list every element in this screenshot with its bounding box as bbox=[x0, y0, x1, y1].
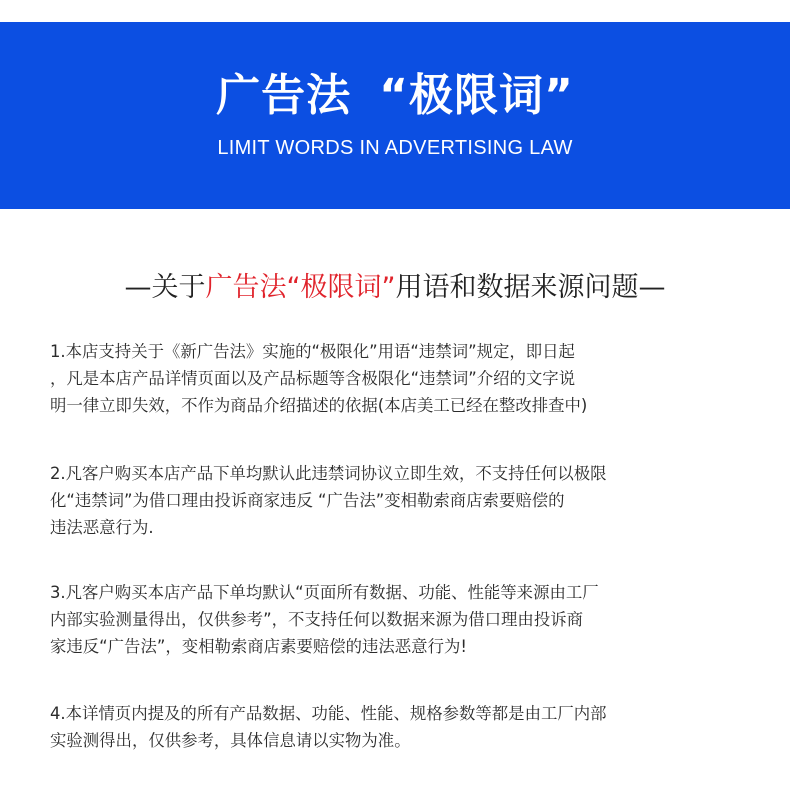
notice-paragraph-1 bbox=[50, 338, 750, 419]
paragraph-line: 内部实验测量得出，仅供参考”，不支持任何以数据来源为借口理由投诉商 bbox=[50, 610, 583, 629]
paragraph-line: 4.本详情页内提及的所有产品数据、功能、性能、规格参数等都是由工厂内部 bbox=[50, 704, 607, 723]
paragraph-line: 实验测得出，仅供参考，具体信息请以实物为准。 bbox=[50, 731, 411, 750]
paragraph-line: 家违反“广告法”，变相勒索商店素要赔偿的违法恶意行为! bbox=[50, 637, 467, 656]
paragraph-line: 3.凡客户购买本店产品下单均默认“页面所有数据、功能、性能等来源由工厂 bbox=[50, 583, 599, 602]
notice-paragraph-4 bbox=[50, 700, 750, 754]
header-banner bbox=[0, 22, 790, 209]
paragraph-line: 2.凡客户购买本店产品下单均默认此违禁词协议立即生效，不支持任何以极限 bbox=[50, 464, 607, 483]
notice-paragraph-2 bbox=[50, 460, 750, 541]
paragraph-line: 违法恶意行为. bbox=[50, 518, 154, 537]
paragraph-line: 化“违禁词”为借口理由投诉商家违反 “广告法”变相勒索商店索要赔偿的 bbox=[50, 491, 565, 510]
heading-prefix: —关于 bbox=[124, 272, 206, 303]
banner-title-right: “极限词” bbox=[379, 70, 574, 121]
heading-suffix: 用语和数据来源问题— bbox=[395, 272, 666, 303]
paragraph-line: 明一律立即失效，不作为商品介绍描述的依据(本店美工已经在整改排查中) bbox=[50, 396, 588, 415]
banner-subtitle: LIMIT WORDS IN ADVERTISING LAW bbox=[217, 137, 573, 159]
heading-highlight: 广告法“极限词” bbox=[205, 272, 396, 303]
section-heading bbox=[0, 268, 790, 308]
banner-title bbox=[0, 66, 790, 126]
paragraph-line: 1.本店支持关于《新广告法》实施的“极限化”用语“违禁词”规定，即日起 bbox=[50, 342, 575, 361]
notice-paragraph-3 bbox=[50, 579, 750, 660]
paragraph-line: ，凡是本店产品详情页面以及产品标题等含极限化“违禁词”介绍的文字说 bbox=[50, 369, 576, 388]
banner-title-left: 广告法 bbox=[216, 70, 352, 121]
